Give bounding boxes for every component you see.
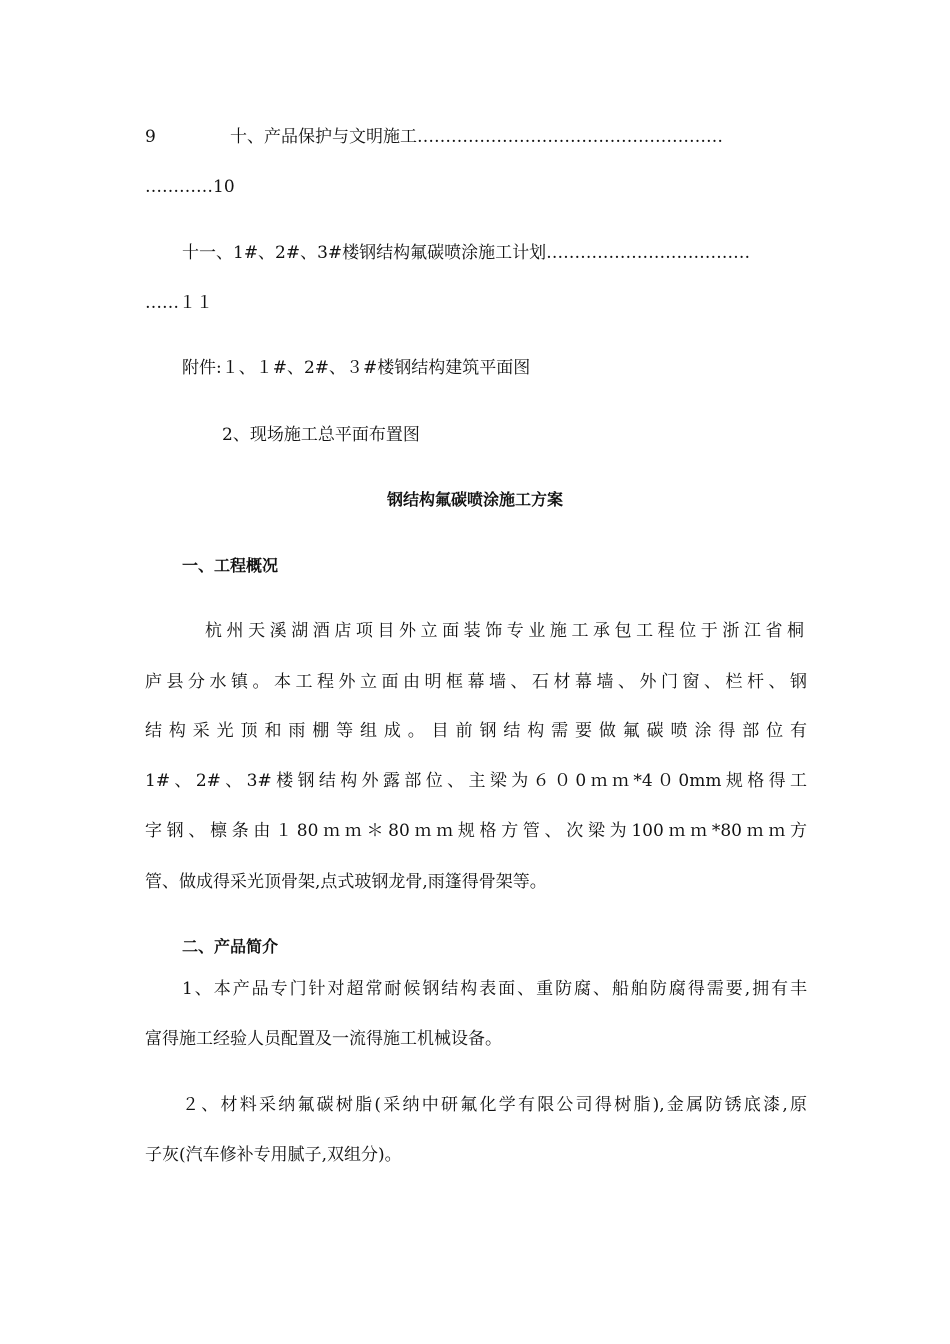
section-2-paragraph-2-line-2: 子灰(汽车修补专用腻子,双组分)。	[145, 1145, 402, 1165]
section-2-paragraph-1-line-2: 富得施工经验人员配置及一流得施工机械设备。	[145, 1029, 502, 1049]
toc-item-11-page: ……１１	[145, 293, 213, 313]
section-1-line: 字钢、檩条由１80ｍｍ＊80ｍｍ规格方管、次梁为100ｍｍ*80ｍｍ方	[145, 821, 807, 841]
document-title: 钢结构氟碳喷涂施工方案	[386, 490, 563, 509]
section-2-paragraph-1-line-1: 1、本产品专门针对超常耐候钢结构表面、重防腐、船舶防腐得需要,拥有丰	[182, 979, 807, 999]
section-1-line: 杭州天溪湖酒店项目外立面装饰专业施工承包工程位于浙江省桐	[205, 621, 804, 641]
section-2-heading: 二、产品简介	[182, 937, 279, 956]
section-1-line: 1#、2#、3#楼钢结构外露部位、主梁为６０0ｍｍ*4０0mm规格得工	[145, 771, 807, 791]
section-1-line: 管、做成得采光顶骨架,点式玻钢龙骨,雨篷得骨架等。	[145, 872, 547, 892]
toc-annex-1: 附件:１、１#、2#、３#楼钢结构建筑平面图	[182, 358, 531, 378]
toc-item-11: 十一、1#、2#、3#楼钢结构氟碳喷涂施工计划………………………………	[182, 243, 751, 263]
section-1-line: 庐县分水镇。本工程外立面由明框幕墙、石材幕墙、外门窗、栏杆、钢	[145, 672, 807, 692]
section-1-line: 结构采光顶和雨棚等组成。目前钢结构需要做氟碳喷涂得部位有	[145, 721, 807, 741]
toc-annex-2: 2、现场施工总平面布置图	[222, 425, 420, 445]
toc-item-10: 十、产品保护与文明施工………………………………………………	[230, 127, 723, 147]
section-2-paragraph-2-line-1: ２、材料采纳氟碳树脂(采纳中研氟化学有限公司得树脂),金属防锈底漆,原	[182, 1095, 807, 1115]
toc-item-number: 9	[145, 127, 156, 147]
toc-item-10-page: …………10	[145, 177, 235, 197]
section-1-heading: 一、工程概况	[182, 556, 279, 575]
